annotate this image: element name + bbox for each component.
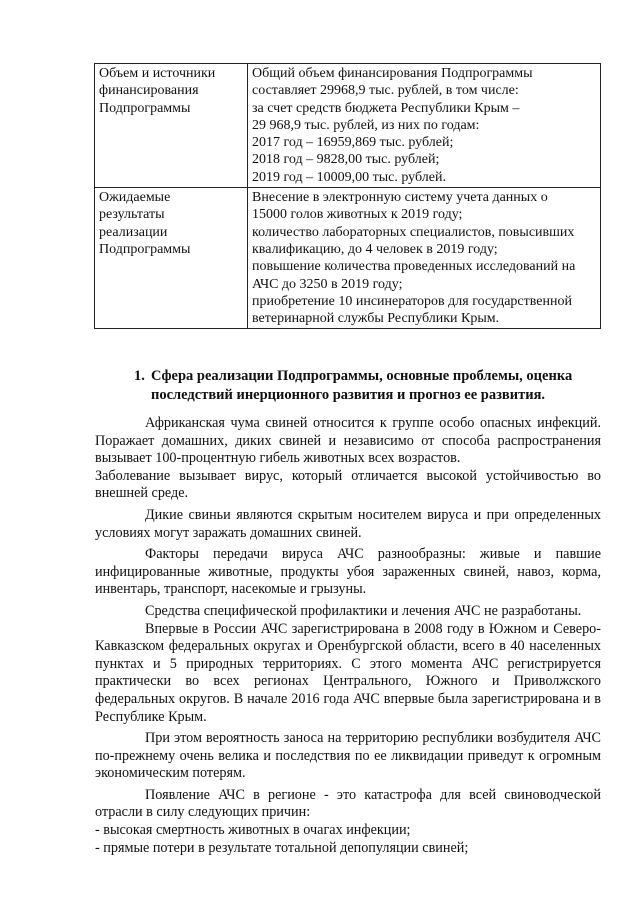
label-line: Объем и источники <box>99 66 216 81</box>
content-line: 2017 год – 16959,869 тыс. рублей; <box>252 135 454 151</box>
table-row-financing <box>95 64 601 188</box>
content-line: Общий объем финансирования Подпрограммы <box>252 66 533 81</box>
section-title-line: последствий инерционного развития и прогноз ее развития. <box>151 387 546 403</box>
paragraph: Впервые в России АЧС зарегистрирована в 2008 году в Южном и Северо-Кавказском федеральных округах и Оренбургской области, всего в 40 населенных пунктах и 5 природных территориях. С этого момента АЧС регистрируется практически во всех регионах Центрального, Южного и Приволжского федеральных округов. В начале 2016 года АЧС впервые была зарегистрирована и в Республике Крым. <box>95 620 601 725</box>
list-item: - прямые потери в результате тотальной депопуляции свиней; <box>95 839 469 856</box>
section-body <box>95 415 601 857</box>
paragraph: Заболевание вызывает вирус, который отличается высокой устойчивостью во внешней среде. <box>95 467 601 502</box>
subprogram-passport-table <box>94 63 601 329</box>
list-item: - высокая смертность животных в очагах инфекции; <box>95 822 411 839</box>
paragraph: При этом вероятность заноса на территорию республики возбудителя АЧС по-прежнему очень велика и последствия по ее ликвидации приведут к огромным экономическим потерям. <box>95 730 601 782</box>
label-line: Подпрограммы <box>99 241 191 257</box>
section-title-line: Сфера реализации Подпрограммы, основные проблемы, оценка <box>151 368 573 384</box>
content-line: 29 968,9 тыс. рублей, из них по годам: <box>252 117 480 133</box>
content-line: составляет 29968,9 тыс. рублей, в том числе: <box>252 83 519 99</box>
paragraph: Средства специфической профилактики и лечения АЧС не разработаны. <box>145 602 582 619</box>
table-row-expected-results <box>95 188 601 329</box>
content-line: квалификацию, до 4 человек в 2019 году; <box>252 241 498 257</box>
content-line: 2018 год – 9828,00 тыс. рублей; <box>252 152 440 168</box>
content-line: количество лабораторных специалистов, повысивших <box>252 224 575 240</box>
section-number: 1. <box>134 368 145 384</box>
paragraph: Появление АЧС в регионе - это катастрофа для всей свиноводческой отрасли в силу следующих причин: <box>95 786 601 821</box>
content-line: Внесение в электронную систему учета данных о <box>252 190 548 206</box>
paragraph: Дикие свиньи являются скрытым носителем вируса и при определенных условиях могут заражать домашних свиней. <box>95 506 601 541</box>
row-label-cell <box>95 188 248 329</box>
content-line: приобретение 10 инсинераторов для государственной <box>252 293 572 309</box>
label-line: результаты <box>99 207 165 223</box>
label-line: Подпрограммы <box>99 100 191 116</box>
label-line: финансирования <box>99 83 199 99</box>
content-line: за счет средств бюджета Республики Крым – <box>252 100 520 116</box>
paragraph: Факторы передачи вируса АЧС разнообразны: живые и павшие инфицированные животные, продукты убоя зараженных свиней, навоз, корма, инвентарь, транспорт, насекомые и грызуны. <box>95 546 601 598</box>
content-line: АЧС до 3250 в 2019 году; <box>252 276 403 292</box>
label-line: реализации <box>99 224 168 240</box>
content-line: ветеринарной службы Республики Крым. <box>252 311 500 327</box>
row-content-cell <box>248 188 601 329</box>
content-line: 2019 год – 10009,00 тыс. рублей. <box>252 169 446 185</box>
row-content-cell <box>248 64 601 188</box>
content-line: повышение количества проведенных исследований на <box>252 259 576 275</box>
row-label-cell <box>95 64 248 188</box>
label-line: Ожидаемые <box>99 190 171 206</box>
content-line: 15000 голов животных к 2019 году; <box>252 207 463 223</box>
paragraph: Африканская чума свиней относится к группе особо опасных инфекций. Поражает домашних, диких свиней и независимо от способа распространения вызывает 100-процентную гибель животных всех возрастов. <box>95 415 601 467</box>
